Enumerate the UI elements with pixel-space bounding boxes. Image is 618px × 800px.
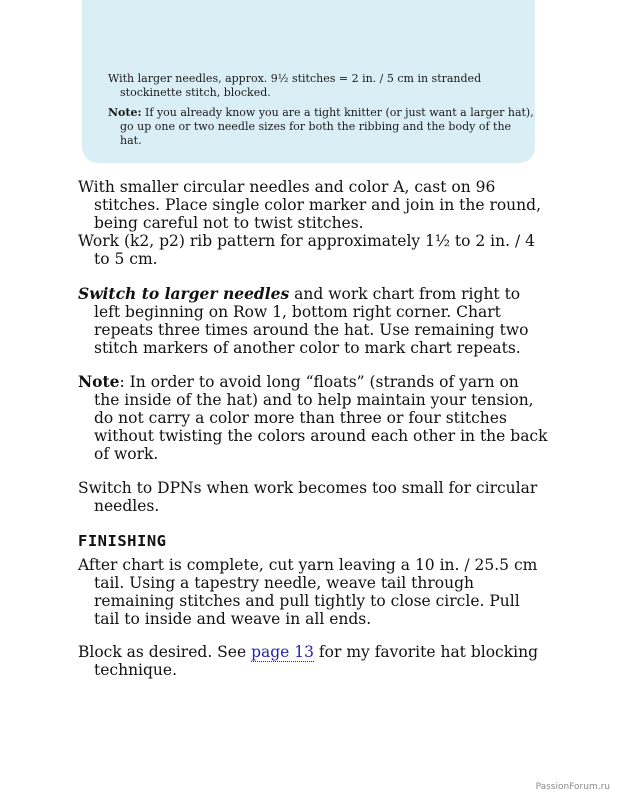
dpns-paragraph: Switch to DPNs when work becomes too small for circular needles. xyxy=(78,479,538,515)
page-13-link[interactable]: page 13 xyxy=(251,643,314,661)
tight-knitter-note xyxy=(108,106,535,148)
gauge-text: With larger needles, approx. 9½ stitches = 2 in. / 5 cm in stranded stockinette stitch, blocked. xyxy=(108,72,482,99)
cast-on-paragraph: With smaller circular needles and color A, cast on 96 stitches. Place single color marker and join in the round, being careful not to twist stitches. xyxy=(78,178,541,232)
switch-needles-text: and work chart from right to left beginning on Row 1, bottom right corner. Chart repeats three times around the hat. Use remaining two stitch markers of another color to mark chart repeats. xyxy=(94,285,529,357)
floats-note-text: : In order to avoid long “floats” (strands of yarn on the inside of the hat) and to help maintain your tension, do not carry a color more than three or four stitches without twisting the colors around each other in the back of work. xyxy=(94,373,548,463)
switch-needles-paragraph xyxy=(78,285,548,357)
blocking-suffix: for my favorite hat blocking technique. xyxy=(94,643,538,679)
watermark: PassionForum.ru xyxy=(535,782,610,792)
blocking-paragraph xyxy=(78,643,548,679)
finishing-paragraph: After chart is complete, cut yarn leaving a 10 in. / 25.5 cm tail. Using a tapestry needle, weave tail through remaining stitches and pull tightly to close circle. Pull tail to inside and weave in all ends. xyxy=(78,556,538,628)
finishing-heading: FINISHING xyxy=(78,532,167,550)
rib-paragraph: Work (k2, p2) rib pattern for approximately 1½ to 2 in. / 4 to 5 cm. xyxy=(78,232,535,268)
floats-note-label: Note xyxy=(78,372,120,391)
floats-note-paragraph xyxy=(78,373,548,463)
note-label: Note: xyxy=(108,106,142,119)
blocking-prefix: Block as desired. See xyxy=(78,643,252,661)
switch-needles-label: Switch to larger needles xyxy=(78,284,290,303)
note-text: If you already know you are a tight knitter (or just want a larger hat), go up one or two needle sizes for both the ribbing and the body of the hat. xyxy=(120,106,534,147)
